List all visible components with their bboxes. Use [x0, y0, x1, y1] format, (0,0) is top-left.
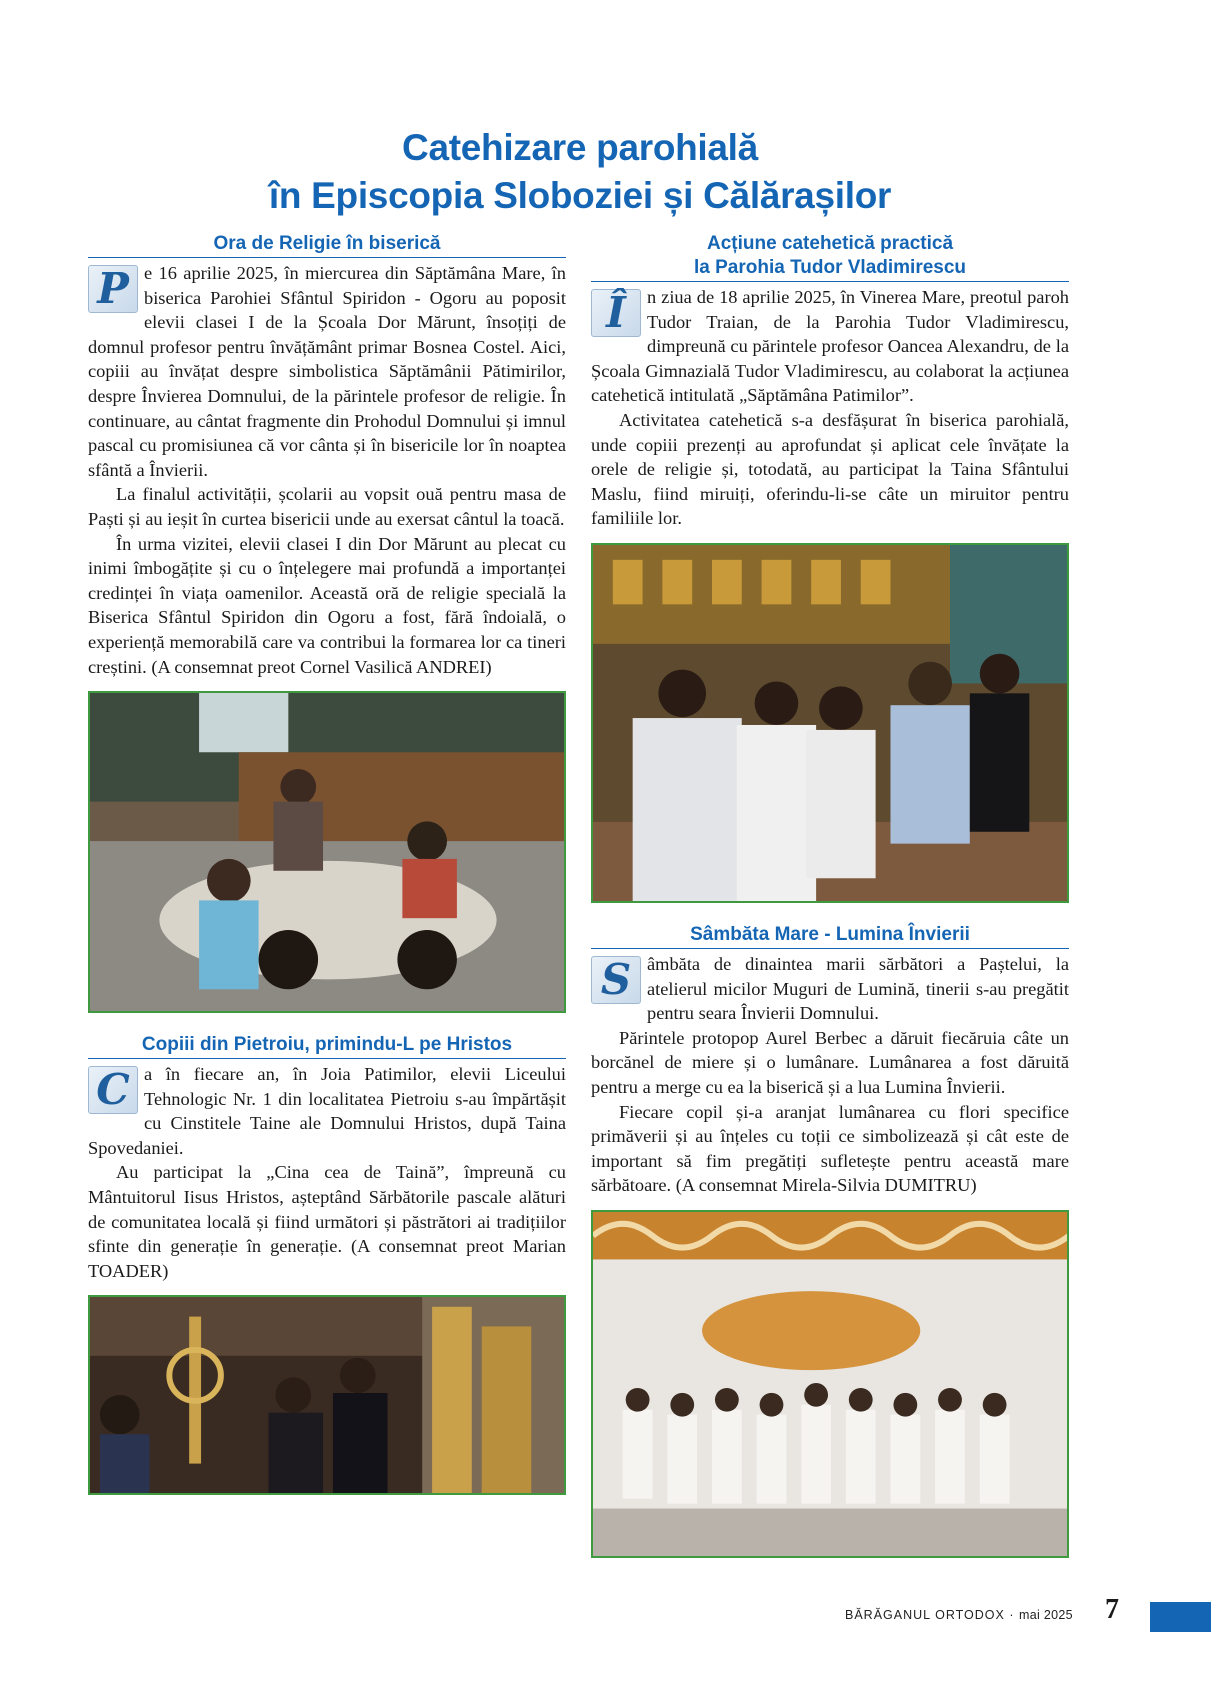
- paragraph: Activitatea catehetică s-a desfășurat în biserica parohială, unde copiii prezenți au aprofundat și aplicat cele învățate la orele de religie și, totodată, au participat la Taina Sfântului Maslu, fiind miruiți, oferindu-li-se câte un miruitor pentru familiile lor.: [591, 409, 1069, 529]
- heading-line: Acțiune catehetică practică: [706, 233, 954, 254]
- footer-magazine: [845, 1608, 1073, 1622]
- paragraph: e 16 aprilie 2025, în miercurea din Săptămâna Mare, în biserica Parohiei Sfântul Spiridon - Ogoru au poposit elevii clasei I de la Școala Dor Mărunt, însoțiți de domnul profesor pentru învățământ primar Bosnea Costel. Aici, copiii au învățat despre simbolistica Săptămânii Pătimirilor, despre Învierea Domnului, de la părintele profesor de religie. În continuare, au cântat fragmente din Prohodul Domnului și imnul pascal cu promisiunea că vor cânta și în bisericile lor în noaptea sfântă a Învierii.: [88, 263, 566, 480]
- photo-group-muguri-de-lumina: [591, 1210, 1069, 1558]
- title-line-2: în Episcopia Sloboziei și Călărașilor: [268, 175, 892, 216]
- section-heading-tudor-vladimirescu: [591, 232, 1069, 282]
- dropcap-c: C: [88, 1066, 138, 1114]
- article-tudor-vladimirescu: [591, 285, 1069, 531]
- article-pietroiu: [88, 1062, 566, 1283]
- heading-line: la Parohia Tudor Vladimirescu: [693, 257, 967, 278]
- paragraph: Părintele protopop Aurel Berbec a dăruit fiecăruia câte un borcănel de miere și o lumânare. Lumânarea a fost dăruită pentru a merge cu ea la biserică și a lua Lumina Învierii.: [591, 1027, 1069, 1097]
- title-line-1: Catehizare parohială: [402, 127, 758, 168]
- section-heading-pietroiu: Copiii din Pietroiu, primindu-L pe Hristos: [88, 1033, 566, 1059]
- page-tab-marker: [1150, 1602, 1211, 1632]
- page-number: 7: [1105, 1594, 1119, 1625]
- paragraph: În urma vizitei, elevii clasei I din Dor Mărunt au plecat cu inimi îmbogățite și cu o înțelegere mai profundă a importanței credinței în viața oamenilor. Această oră de religie specială la Biserica Sfântul Spiridon din Ogoru a fost, fără îndoială, o experiență memorabilă care va contribui la formarea lor ca tineri creștini. (A consemnat preot Cornel Vasilică ANDREI): [88, 533, 566, 677]
- paragraph: Au participat la „Cina cea de Taină”, împreună cu Mântuitorul Iisus Hristos, așteptând Sărbătorile pascale alături de comunitatea locală și fiind următori și păstrători ai tradițiilor sfinte din generație în generație. (A consemnat preot Marian TOADER): [88, 1162, 566, 1281]
- dropcap-s: S: [591, 956, 641, 1004]
- photo-children-iconostasis: [591, 543, 1069, 903]
- paragraph: La finalul activității, școlarii au vopsit ouă pentru masa de Paști și au ieșit în curtea bisericii unde au exersat cântul la toacă.: [88, 484, 566, 529]
- photo-communion-pietroiu: [88, 1295, 566, 1495]
- paragraph: âmbăta de dinaintea marii sărbători a Paștelui, la atelierul micilor Muguri de Lumină, tinerii s-au pregătit pentru seara Învierii Domnului.: [647, 953, 1069, 1024]
- dropcap-i: Î: [591, 289, 641, 337]
- page-title: [0, 124, 1160, 220]
- photo-children-painting-eggs: [88, 691, 566, 1013]
- paragraph: a în fiecare an, în Joia Patimilor, elevii Liceului Tehnologic Nr. 1 din localitatea Pietroiu s-au împărtășit cu Cinstitele Taine ale Domnului Hristos, după Taina Spovedaniei.: [88, 1064, 566, 1158]
- article-sambata-mare: [591, 952, 1069, 1198]
- right-column: [591, 232, 1069, 1558]
- section-heading-sambata-mare: Sâmbăta Mare - Lumina Învierii: [591, 923, 1069, 949]
- paragraph: n ziua de 18 aprilie 2025, în Vinerea Mare, preotul paroh Tudor Traian, de la Parohia Tudor Vladimirescu, dimpreună cu părintele profesor Oancea Alexandru, de la Școala Gimnazială Tudor Vladimirescu, au colaborat la acțiunea catehetică intitulată „Săptămâna Patimilor”.: [591, 287, 1069, 406]
- issue-date: mai 2025: [1019, 1608, 1073, 1622]
- section-heading-religie: Ora de Religie în biserică: [88, 232, 566, 258]
- footer-separator: ·: [1009, 1608, 1015, 1622]
- paragraph: Fiecare copil și-a aranjat lumânarea cu flori specifice primăverii și au înțeles cu toții ce simbolizează și cât este de important să fim pregătiți sufletește pentru această mare sărbătoare. (A consemnat Mirela-Silvia DUMITRU): [591, 1101, 1069, 1196]
- dropcap-p: P: [88, 265, 138, 313]
- left-column: [88, 232, 566, 1495]
- magazine-name: BĂRĂGANUL ORTODOX: [845, 1608, 1005, 1622]
- article-religie: [88, 261, 566, 679]
